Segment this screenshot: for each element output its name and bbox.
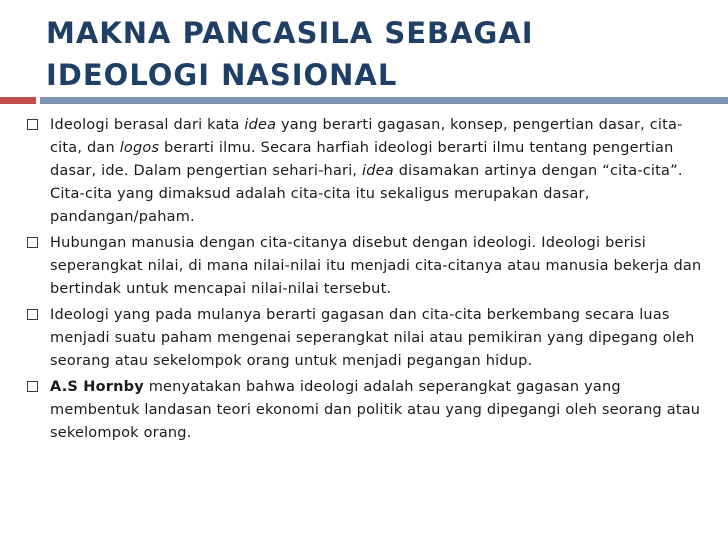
bullet-text-run: idea xyxy=(244,117,277,133)
bullet-text-run: berarti ilmu. Secara harfiah ideologi berarti ilmu tentang pengertian dasar, ide. Dalam pengertian sehari-hari, xyxy=(50,140,674,179)
bullet-text-run: A.S Hornby xyxy=(50,379,144,395)
bullet-text-run: yang berarti gagasan, konsep, pengertian dasar, cita-cita, dan xyxy=(50,117,683,156)
title-divider-bar xyxy=(40,97,728,104)
bullet-text xyxy=(50,117,683,225)
title-divider-accent xyxy=(0,97,36,104)
bullet-list xyxy=(0,114,728,448)
bullet-text xyxy=(50,379,700,441)
bullet-text-run: menyatakan bahwa ideologi adalah seperangkat gagasan yang membentuk landasan teori ekonomi dan politik atau yang dipegangi oleh seorang atau sekelompok orang. xyxy=(50,379,701,441)
bullet-text-run: disamakan artinya dengan “cita-cita”. Cita-cita yang dimaksud adalah cita-cita itu sekaligus merupakan dasar, pandangan/paham. xyxy=(50,163,683,225)
title-divider xyxy=(0,97,728,104)
bullet-text-run: Hubungan manusia dengan cita-citanya disebut dengan ideologi. Ideologi berisi seperangkat nilai, di mana nilai-nilai itu menjadi cita-citanya atau manusia bekerja dan bertindak untuk mencapai nilai-nilai tersebut. xyxy=(50,235,702,297)
bullet-text-run: Ideologi berasal dari kata xyxy=(50,117,245,133)
bullet-item xyxy=(0,376,728,445)
bullet-item xyxy=(0,304,728,373)
square-bullet-icon xyxy=(27,309,38,320)
bullet-text xyxy=(50,307,695,369)
bullet-text-run: logos xyxy=(119,140,160,156)
bullet-item xyxy=(0,232,728,301)
slide-title: MAKNA PANCASILA SEBAGAI IDEOLOGI NASIONAL xyxy=(46,16,534,92)
bullet-item xyxy=(0,114,728,229)
square-bullet-icon xyxy=(27,237,38,248)
bullet-text xyxy=(50,235,701,297)
bullet-text-run: Ideologi yang pada mulanya berarti gagasan dan cita-cita berkembang secara luas menjadi suatu paham mengenai seperangkat nilai atau pemikiran yang dipegang oleh seorang atau sekelompok orang untuk menjadi pegangan hidup. xyxy=(50,307,695,369)
square-bullet-icon xyxy=(27,381,38,392)
square-bullet-icon xyxy=(27,119,38,130)
bullet-text-run: idea xyxy=(362,163,394,179)
